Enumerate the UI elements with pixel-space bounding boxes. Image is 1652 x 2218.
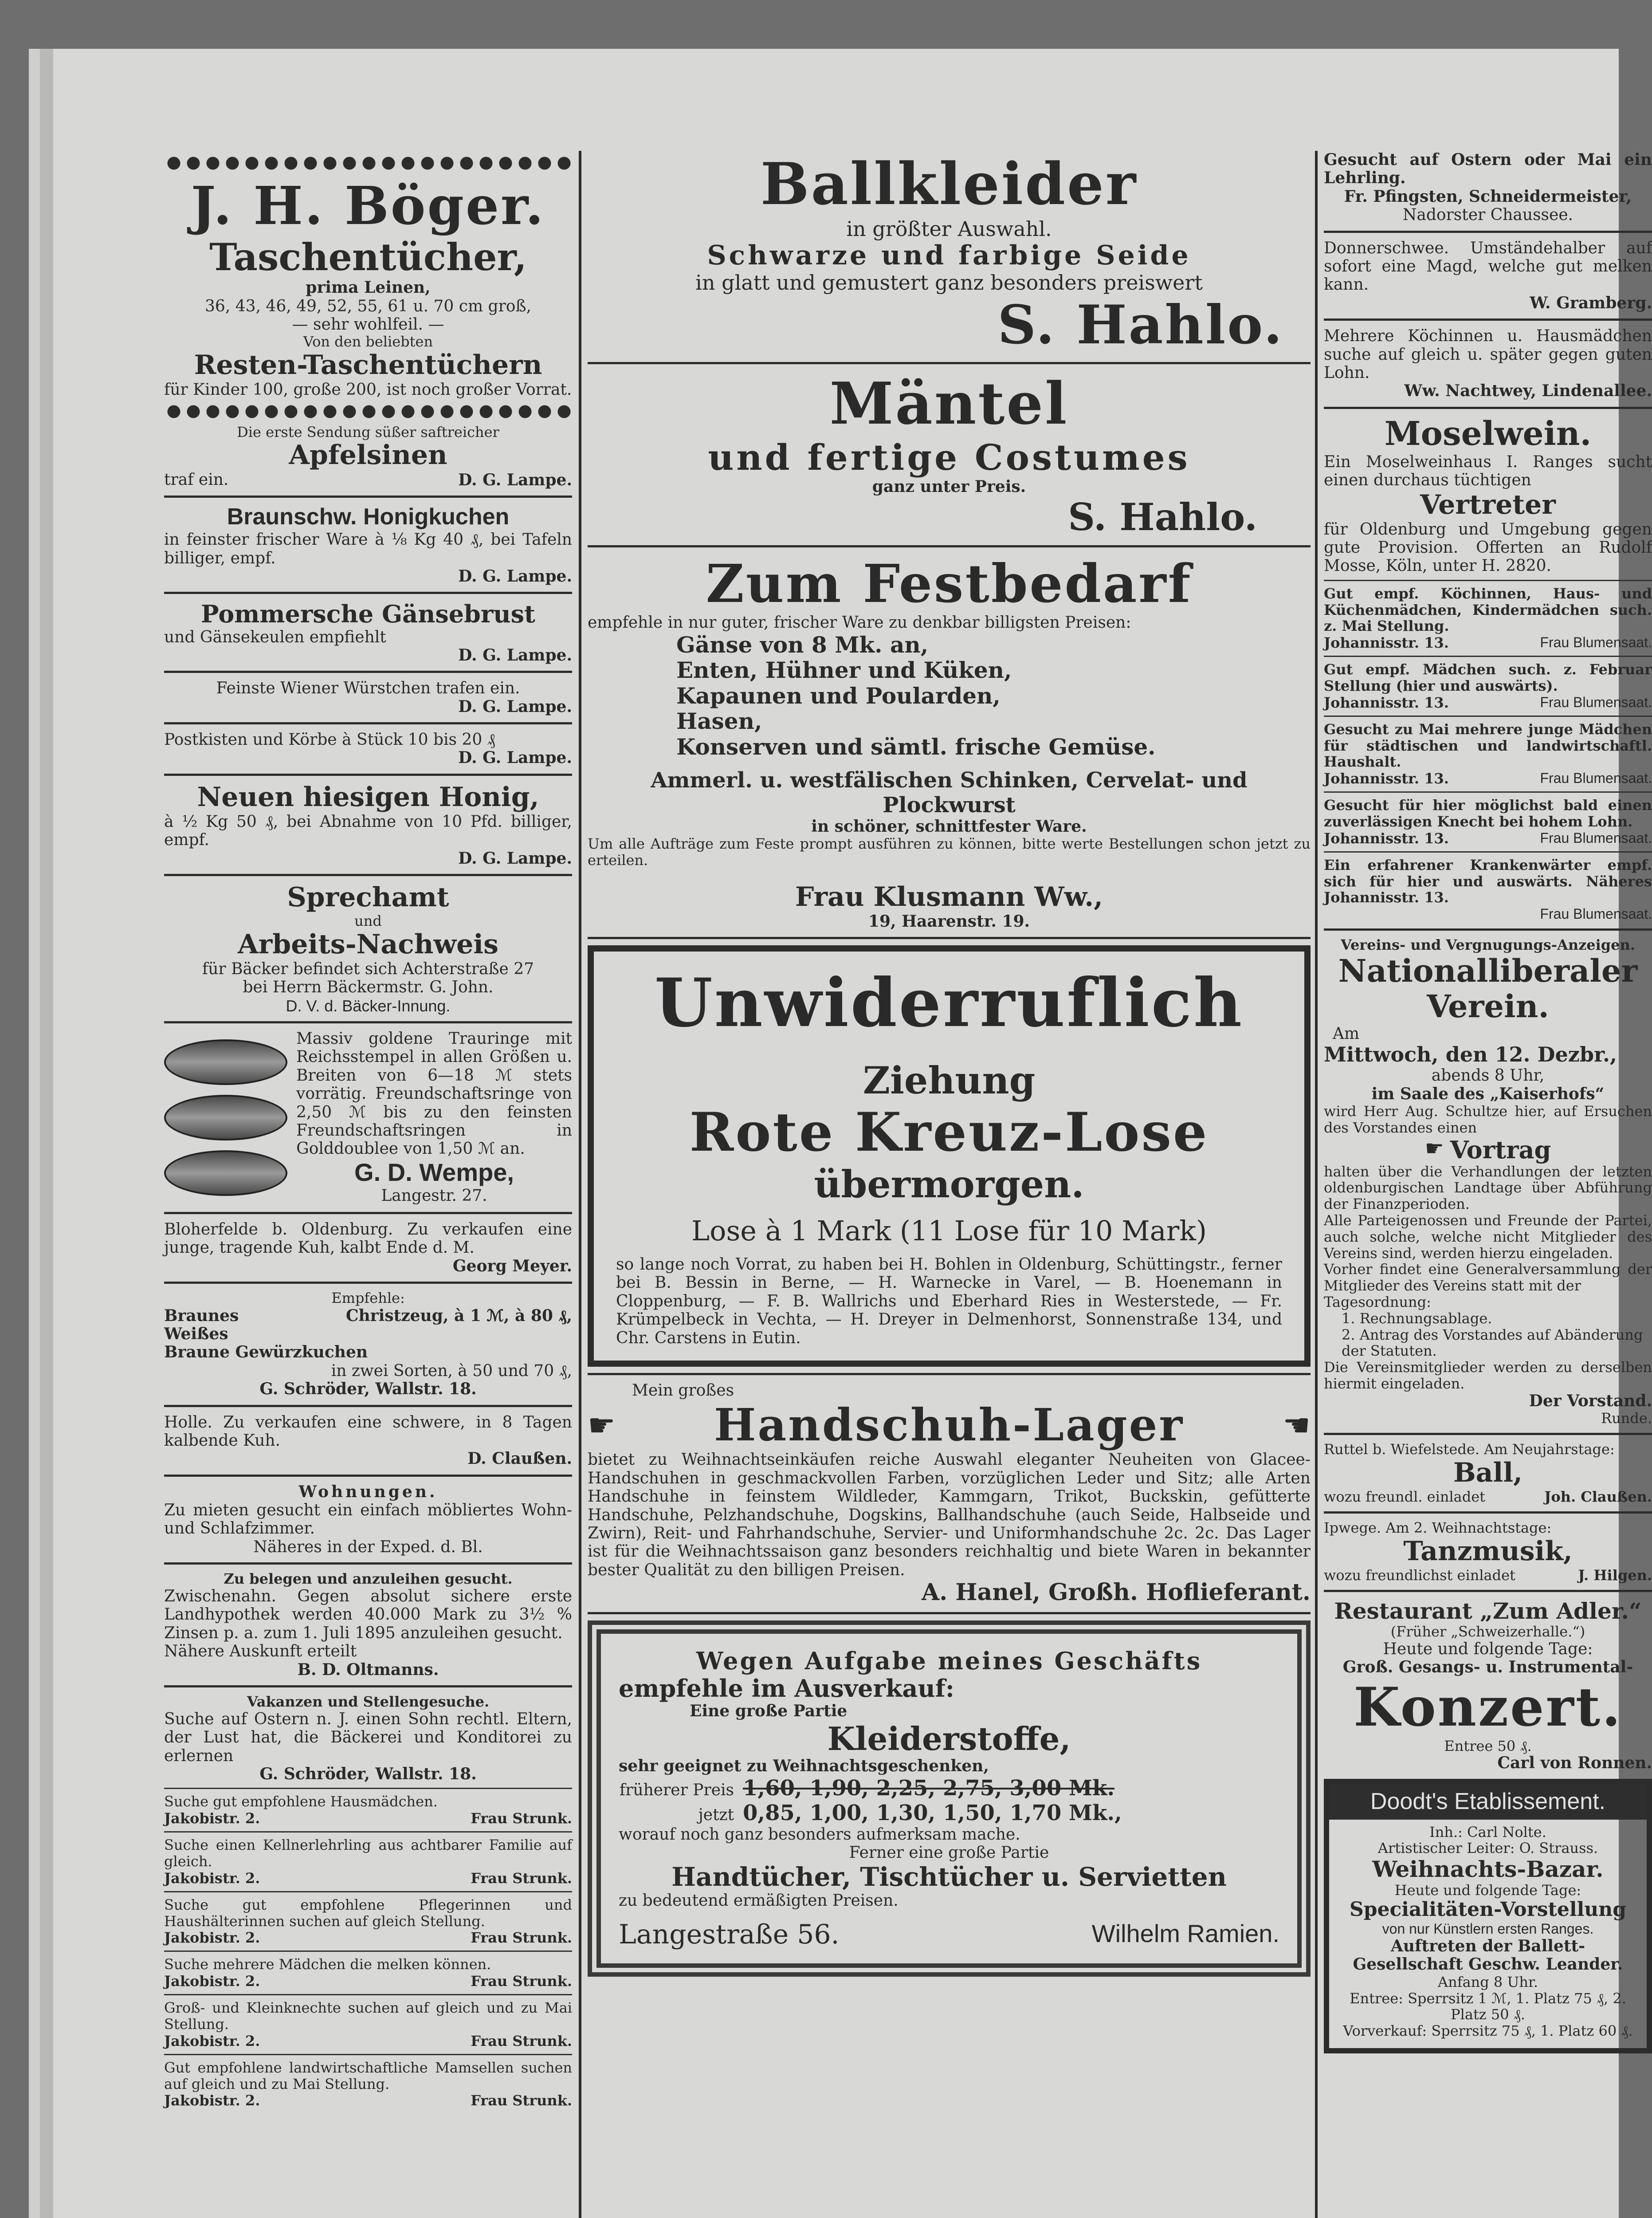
ad-postkisten: Postkisten und Körbe à Stück 10 bis 20 ₰ D. G. Lampe.	[164, 731, 572, 767]
dot-border	[164, 153, 572, 173]
ad-handschuh: Mein großes ☛ Handschuh-Lager ☚ bietet zu Weihnachtseinkäufen reiche Auswahl eleganter Neuheiten von Glacee-Handschuhen in geschmackvollen Farben, vorzüglichen Leder und Sitz; alle Arten Handschuhe in feinstem Wildleder, Kammgarn, Trikot, Buckskin, gefütterte Handschuhe, Pelzhandschuhe, Dogskins, Ballhandschuhe (auch Seide, Halbseide und Zwirn), Reit- und Fahrhandschuhe, Servier- und Uniformhandschuhe 2c. 2c. Das Lager ist für die Weihnachtssaison ganz besonders reichhaltig und biete Waren in bekannter bester Qualität zu den billigen Preisen. A. Hanel, Großh. Hoflieferant.	[588, 1381, 1311, 1606]
ad-strunk-list	[164, 1788, 572, 2109]
column-center	[588, 151, 1311, 1983]
ad-heading: Taschentücher,	[209, 235, 527, 279]
list-item: Suche gut empfohlene Pflegerinnen und Haushälterinnen suchen auf gleich Stellung. Jakobistr. 2. Frau Strunk.	[164, 1896, 572, 1947]
ad-gaensebrust: Pommersche Gänsebrust und Gänsekeulen empfiehlt D. G. Lampe.	[164, 600, 572, 665]
column-rule	[579, 151, 581, 2218]
ad-claussen: Holle. Zu verkaufen eine schwere, in 8 Tagen kalbende Kuh. D. Claußen.	[164, 1413, 572, 1468]
dot-border	[164, 402, 572, 421]
pointing-hand-icon: ☛	[1424, 1136, 1444, 1161]
ad-adler: Restaurant „Zum Adler.“ (Früher „Schweizerhalle.“) Heute und folgende Tage: Groß. Gesangs- u. Instrumental- Konzert. Entree 50 ₰. Carl von Ronnen.	[1334, 1597, 1652, 1773]
ad-festbedarf: Zum Festbedarf empfehle in nur guter, frischer Ware zu denkbar billigsten Preisen: Gänse von 8 Mk. an, Enten, Hühner und Küken, Kapaunen und Poularden, Hasen, Konserven und sämtl. frische Gemüse. Ammerl. u. westfälischen Schinken, Cervelat- und Plockwurst in schöner, schnittfester Ware. Um alle Aufträge zum Feste prompt ausführen zu können, bitte werte Bestellungen schon jetzt zu erteilen. Frau Klusmann Ww., 19, Haarenstr. 19.	[588, 552, 1311, 931]
ad-moselwein: Moselwein. Ein Moselweinhaus I. Ranges sucht einen durchaus tüchtigen Vertreter für Oldenburg und Umgebung gegen gute Provision. Offerten an Rudolf Mosse, Köln, unter H. 2820.	[1324, 414, 1652, 575]
column-right	[1324, 151, 1652, 2060]
ad-vakanzen: Vakanzen und Stellengesuche. Suche auf Ostern n. J. einen Sohn rechtl. Eltern, der Lust hat, die Bäckerei und Konditorei zu erlernen G. Schröder, Wallstr. 18.	[164, 1693, 572, 1783]
ad-pfingsten: Gesucht auf Ostern oder Mai ein Lehrling. Fr. Pfingsten, Schneidermeister, Nadorster Chaussee.	[1324, 150, 1652, 224]
ad-sprechamt: Sprechamt und Arbeits-Nachweis für Bäcker befindet sich Achterstraße 27 bei Herrn Bäckermstr. G. John. D. V. d. Bäcker-Innung.	[202, 882, 534, 1015]
ad-wiener: Feinste Wiener Würstchen trafen ein. D. G. Lampe.	[216, 679, 572, 716]
ad-maentel: Mäntel und fertige Costumes ganz unter Preis. S. Hahlo.	[708, 370, 1257, 539]
list-item: Gut empfohlene landwirtschaftliche Mamsellen suchen auf gleich und zu Mai Stellung. Jakobistr. 2. Frau Strunk.	[164, 2059, 572, 2109]
ad-doodt: Doodt's Etablissement. Inh.: Carl Nolte. Artistischer Leiter: O. Strauss. Weihnachts-Bazar. Heute und folgende Tage: Specialitäten-Vorstellung von nur Künstlern ersten Ranges. Auftreten der Ballett-Gesellschaft Geschw. Leander. Anfang 8 Uhr. Entree: Sperrsitz 1 ℳ, 1. Platz 75 ₰, 2. Platz 50 ₰. Vorverkauf: Sperrsitz 75 ₰, 1. Platz 60 ₰.	[1324, 1779, 1652, 2053]
ad-gramberg: Donnerschwee. Umständehalber auf sofort eine Magd, welche gut melken kann. W. Gramberg.	[1324, 239, 1652, 312]
ad-nachtwey: Mehrere Köchinnen u. Hausmädchen suche auf gleich u. später gegen guten Lohn. Ww. Nachtwey, Lindenallee.	[1324, 327, 1652, 401]
ad-title: J. H. Böger.	[191, 175, 545, 236]
ad-oltmanns: Zu belegen und anzuleihen gesucht. Zwischenahn. Gegen absolut sichere erste Landhypothek werden 40.000 Mark zu 3½ % Zinsen p. a. zum 1. Juli 1895 anzuleihen gesucht. Nähere Auskunft erteilt B. D. Oltmanns.	[164, 1570, 572, 1679]
ad-ramien: Wegen Aufgabe meines Geschäfts empfehle im Ausverkauf: Eine große Partie Kleiderstoffe, sehr geeignet zu Weihnachtsgeschenken, früherer Preis 1,60, 1,90, 2,25, 2,75, 3,00 Mk. jetzt 0,85, 1,00, 1,30, 1,50, 1,70 Mk., worauf noch ganz besonders aufmerksam mache. Ferner eine große Partie Handtücher, Tischtücher u. Servietten zu bedeutend ermäßigten Preisen. Langestraße 56. Wilhelm Ramien.	[588, 1620, 1311, 1977]
ad-boeger: J. H. Böger. Taschentücher, prima Leinen, 36, 43, 46, 49, 52, 55, 61 u. 70 cm groß, — sehr wohlfeil. — Von den beliebten Resten-Taschentüchern für Kinder 100, große 200, ist noch großer Vorrat.	[164, 175, 572, 399]
list-item: Groß- und Kleinknechte suchen auf gleich und zu Mai Stellung. Jakobistr. 2. Frau Strunk.	[164, 1999, 572, 2049]
ad-rote-kreuz-lose: Unwiderruflich Ziehung Rote Kreuz-Lose übermorgen. Lose à 1 Mark (11 Lose für 10 Mark) so lange noch Vorrat, zu haben bei H. Bohlen in Oldenburg, Schüttingstr., ferner bei B. Bessin in Berne, — H. Warnecke in Varel, — B. Hoenemann in Cloppenburg, — F. B. Wallrichs und Eberhard Ries in Westerstede, — Fr. Krümpelbeck in Vechta, — H. Dreyer in Delmenhorst, Sonnenstraße 134, und Chr. Carstens in Eutin.	[588, 945, 1311, 1367]
list-item: Gesucht zu Mai mehrere junge Mädchen für städtischen und landwirtschaftl. Haushalt. Johannisstr. 13. Frau Blumensaat.	[1324, 720, 1652, 787]
list-item: Gut empf. Köchinnen, Haus- und Küchenmädchen, Kindermädchen such. z. Mai Stellung. Johannisstr. 13. Frau Blumensaat.	[1324, 585, 1652, 652]
ad-ballkleider: Ballkleider in größter Auswahl. Schwarze und farbige Seide in glatt und gemustert ganz besonders preiswert S. Hahlo.	[695, 150, 1284, 357]
ad-tanzmusik: Ipwege. Am 2. Weihnachtstage: Tanzmusik, wozu freundlichst einladet J. Hilgen.	[1324, 1519, 1652, 1584]
list-item: Gesucht für hier möglichst bald einen zuverlässigen Knecht bei hohem Lohn. Johannisstr. 13. Frau Blumensaat.	[1324, 797, 1652, 847]
ring-icon	[164, 1039, 287, 1085]
list-item: Suche mehrere Mädchen die melken können. Jakobistr. 2. Frau Strunk.	[164, 1956, 572, 1990]
pointing-hand-icon: ☚	[1283, 1407, 1311, 1443]
ad-honigkuchen: Braunschw. Honigkuchen in feinster frischer Ware à ⅛ Kg 40 ₰, bei Tafeln billiger, empf. D. G. Lampe.	[164, 504, 572, 586]
ad-apfelsinen: Die erste Sendung süßer saftreicher Apfelsinen traf ein. D. G. Lampe.	[164, 423, 572, 490]
ad-meyer: Bloherfelde b. Oldenburg. Zu verkaufen eine junge, tragende Kuh, kalbt Ende d. M. Georg Meyer.	[164, 1220, 572, 1275]
ad-nationalliberal: Vereins- und Vergnugungs-Anzeigen. Nationalliberaler Verein. Am Mittwoch, den 12. Dezbr., abends 8 Uhr, im Saale des „Kaiserhofs“ wird Herr Aug. Schultze hier, auf Ersuchen des Vorstandes einen ☛ Vortrag halten über die Verhandlungen der letzten oldenburgischen Landtage über Abführung der Finanzperioden. Alle Parteigenossen und Freunde der Partei, auch solche, welche nicht Mitglieder des Vereins sind, werden hierzu eingeladen. Vorher findet eine Generalversammlung der Mitglieder des Vereins statt mit der Tagesordnung: 1. Rechnungsablage. 2. Antrag des Vorstandes auf Abänderung der Statuten. Die Vereinsmitglieder werden zu derselben hiermit eingeladen. Der Vorstand. Runde.	[1324, 936, 1652, 1427]
pointing-hand-icon: ☛	[588, 1407, 616, 1443]
list-item: Suche einen Kellnerlehrling aus achtbarer Familie auf gleich. Jakobistr. 2. Frau Strunk.	[164, 1837, 572, 1887]
newspaper-page	[53, 49, 1652, 2218]
ad-honig: Neuen hiesigen Honig, à ½ Kg 50 ₰, bei Abnahme von 10 Pfd. billiger, empf. D. G. Lampe.	[164, 781, 572, 868]
ad-wempe: Massiv goldene Trauringe mit Reichsstempel in allen Größen u. Breiten von 6—18 ℳ stets vorrätig. Freundschaftsringe von 2,50 ℳ bis zu den feinsten Freundschaftsringen in Golddoublee von 1,50 ℳ an. G. D. Wempe, Langestr. 27.	[164, 1030, 572, 1206]
ring-icon	[164, 1150, 287, 1196]
list-item: Ein erfahrener Krankenwärter empf. sich für hier und auswärts. Näheres Johannisstr. 13. Frau Blumensaat.	[1324, 856, 1652, 922]
column-left	[164, 151, 572, 2109]
ring-icon	[164, 1095, 287, 1140]
ad-schroeder: Empfehle: Braunes Christzeug, à 1 ℳ, à 80 ₰, Weißes Braune Gewürzkuchen in zwei Sorten, à 50 und 70 ₰, G. Schröder, Wallstr. 18.	[164, 1290, 572, 1399]
ad-wohnungen: Wohnungen. Zu mieten gesucht ein einfach möbliertes Wohn- und Schlafzimmer. Näheres in der Exped. d. Bl.	[164, 1482, 572, 1556]
list-item: Gut empf. Mädchen such. z. Februar Stellung (hier und auswärts). Johannisstr. 13. Frau Blumensaat.	[1324, 661, 1652, 711]
ad-blumensaat-list	[1324, 580, 1652, 922]
column-rule	[1315, 151, 1318, 2218]
list-item: Suche gut empfohlene Hausmädchen. Jakobistr. 2. Frau Strunk.	[164, 1793, 572, 1827]
ad-ball-ruttel: Ruttel b. Wiefelstede. Am Neujahrstage: Ball, wozu freundl. einladet Joh. Claußen.	[1324, 1440, 1652, 1505]
